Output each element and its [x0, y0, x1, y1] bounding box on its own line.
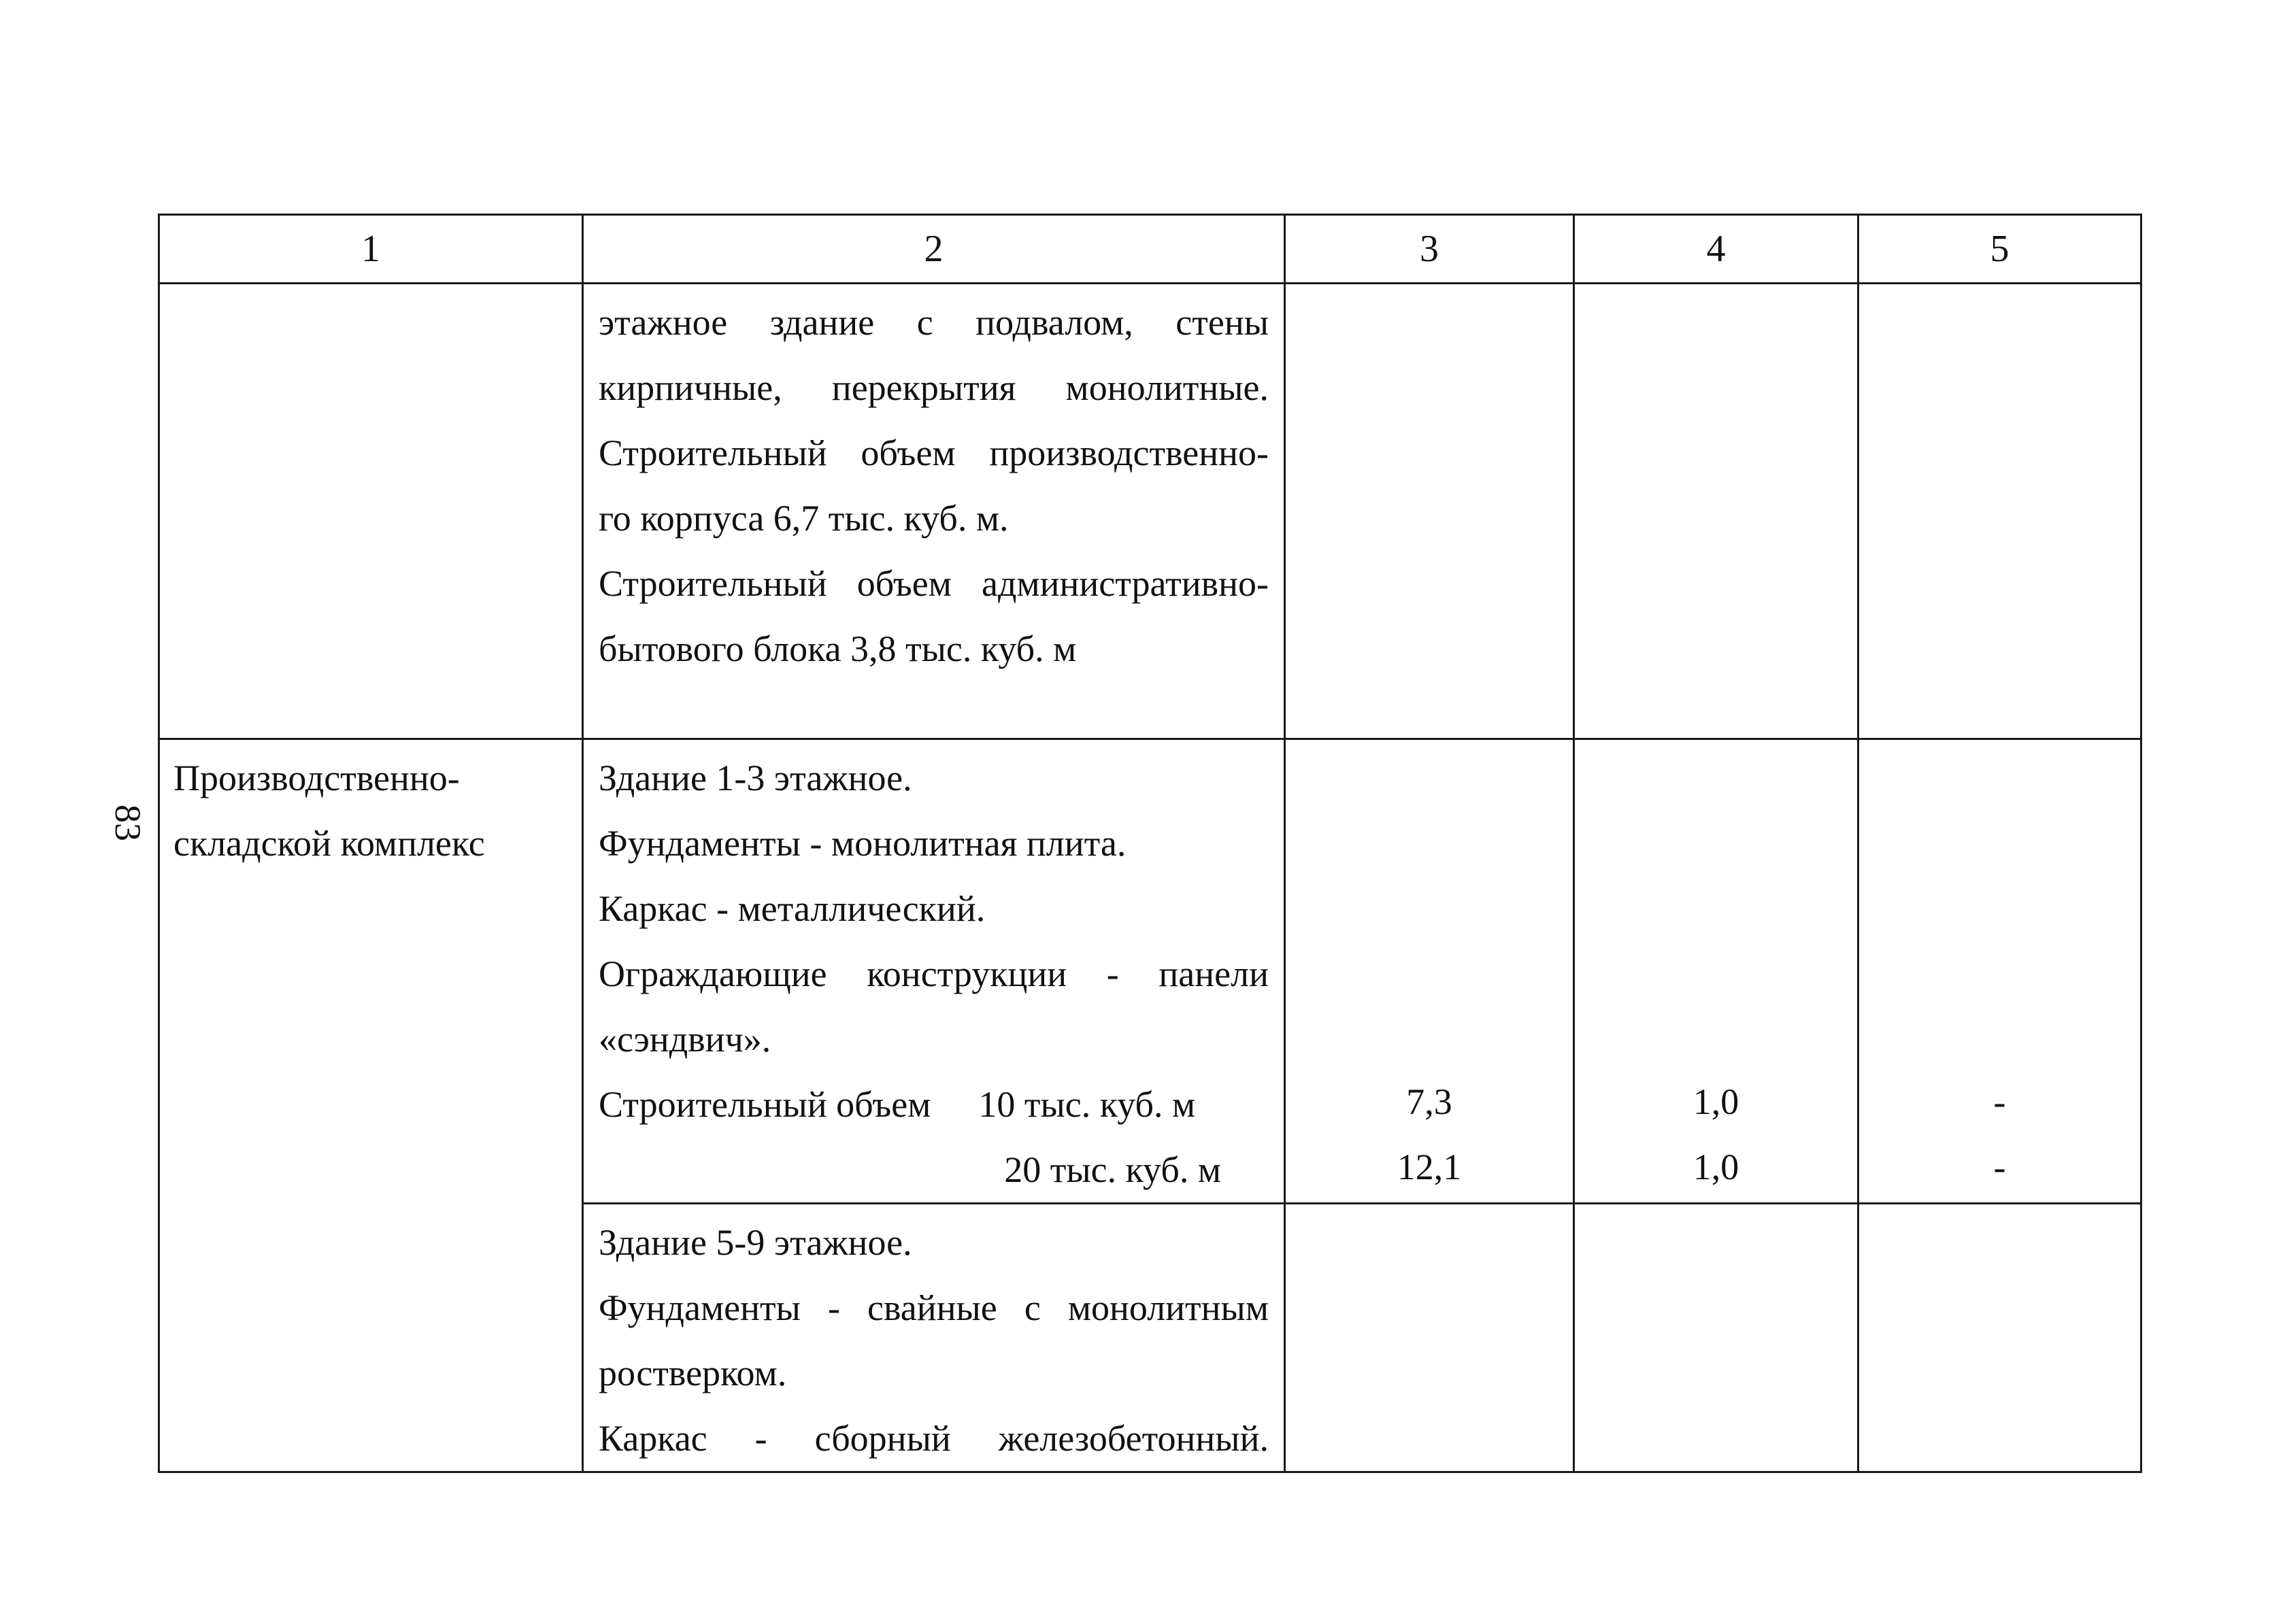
- description-line: кирпичные, перекрытия монолитные.: [599, 367, 1269, 408]
- description-line: «сэндвич».: [599, 1019, 771, 1060]
- column-header-1: 1: [159, 215, 583, 284]
- volume-label: Строительный объем: [599, 1084, 931, 1125]
- object-name-line: складской комплекс: [173, 823, 485, 864]
- description-line: Ограждающие конструкции - панели: [599, 953, 1269, 994]
- column-header-3: 3: [1285, 215, 1574, 284]
- value-cell: -: [1993, 1081, 2006, 1122]
- table-row: [159, 739, 2141, 1204]
- column-header-4: 4: [1574, 215, 1858, 284]
- cell-description: [583, 284, 1285, 739]
- description-line: Фундаменты - монолитная плита.: [599, 823, 1127, 864]
- cell-col4: [1574, 1204, 1858, 1472]
- value-cell: 1,0: [1692, 1147, 1739, 1187]
- cell-col5: [1858, 284, 2141, 739]
- volume-line-1: [599, 1072, 1269, 1137]
- value-cell: 12,1: [1397, 1147, 1462, 1187]
- document-table: [158, 214, 2142, 1473]
- cell-col4: [1574, 284, 1858, 739]
- volume-value-1: 10 тыс. куб. м: [978, 1084, 1196, 1125]
- description-line: Здание 5-9 этажное.: [599, 1222, 912, 1263]
- cell-col3: [1285, 284, 1574, 739]
- description-line: Каркас - металлический.: [599, 888, 986, 929]
- value-cell: 1,0: [1692, 1081, 1739, 1122]
- description-line: Строительный объем производственно-: [599, 433, 1269, 473]
- cell-object-empty: [159, 284, 583, 739]
- description-line: го корпуса 6,7 тыс. куб. м.: [599, 498, 1009, 539]
- value-cell: -: [1993, 1147, 2006, 1187]
- cell-col3: [1285, 739, 1574, 1204]
- description-line: бытового блока 3,8 тыс. куб. м: [599, 628, 1077, 669]
- description-line: Строительный объем административно-: [599, 563, 1269, 604]
- cell-col5: [1858, 739, 2141, 1204]
- description-line: Фундаменты - свайные с монолитным: [599, 1287, 1269, 1328]
- cell-description: [583, 1204, 1285, 1472]
- object-name-line: Производственно-: [173, 758, 460, 798]
- description-line: этажное здание с подвалом, стены: [599, 302, 1269, 343]
- description-line: Каркас - сборный железобетонный.: [599, 1418, 1269, 1459]
- value-cell: 7,3: [1406, 1081, 1452, 1122]
- table-row: [159, 284, 2141, 739]
- page-number: 83: [107, 805, 148, 841]
- cell-col5: [1858, 1204, 2141, 1472]
- cell-col3: [1285, 1204, 1574, 1472]
- description-line: Здание 1-3 этажное.: [599, 758, 912, 798]
- column-header-5: 5: [1858, 215, 2141, 284]
- cell-description: [583, 739, 1285, 1204]
- column-header-2: 2: [583, 215, 1285, 284]
- header-row: [159, 215, 2141, 284]
- volume-value-2: 20 тыс. куб. м: [1004, 1149, 1221, 1190]
- cell-object-name: [159, 739, 583, 1472]
- description-line: ростверком.: [599, 1353, 787, 1393]
- cell-col4: [1574, 739, 1858, 1204]
